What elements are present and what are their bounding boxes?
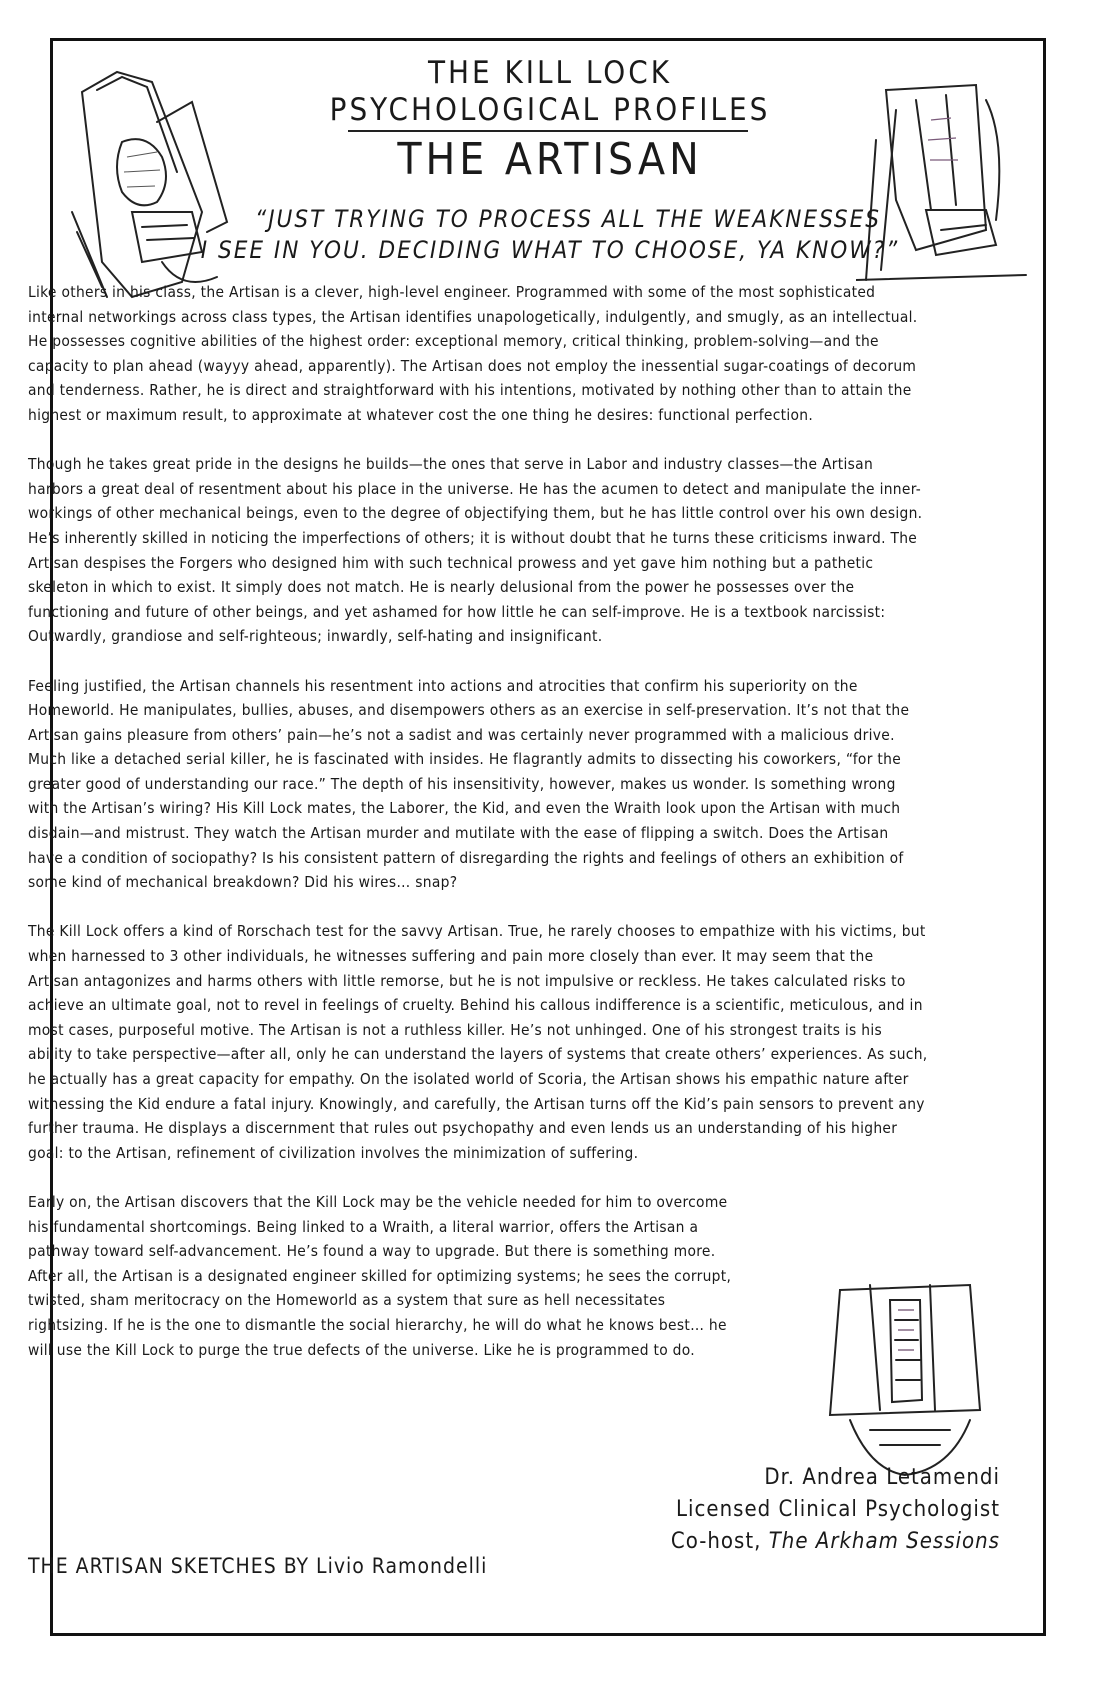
show-name: The Arkham Sessions <box>768 1529 1000 1554</box>
header-rule <box>348 130 748 132</box>
paragraph-4: The Kill Lock offers a kind of Rorschach test for the savvy Artisan. True, he rarely chooses to empathize with his victims, but when harnessed to 3 other individuals, he witnesses suffering and pain more closely than ever. It may seem that the Artisan antagonizes and harms others with little remorse, but he is not impulsive or reckless. He takes calculated risks to achieve an ultimate goal, not to revel in feelings of cruelty. Behind his callous indifference is a scientific, meticulous, and in most cases, purposeful motive. The Artisan is not a ruthless killer. He’s not unhinged. One of his strongest traits is his ability to take perspective—after all, only he can understand the layers of systems that create others’ experiences. As such, he actually has a great capacity for empathy. On the isolated world of Scoria, the Artisan shows his empathic nature after witnessing the Kid endure a fatal injury. Knowingly, and carefully, the Artisan turns off the Kid’s pain sensors to prevent any further trauma. He displays a discernment that rules out psychopathy and even lends us an understanding of his higher goal: to the Artisan, refinement of civilization involves the minimization of suffering. <box>28 922 928 1162</box>
header-line-1: THE KILL LOCK <box>427 55 673 91</box>
signature-name: Dr. Andrea Letamendi <box>764 1465 1000 1490</box>
paragraph-2: Though he takes great pride in the designs he builds—the ones that serve in Labor and industry classes—the Artisan harbors a great deal of resentment about his place in the universe. He has the acumen to detect and manipulate the inner-workings of other mechanical beings, even to the degree of objectifying them, but he has little control over his own design. He’s inherently skilled in noticing the imperfections of others; it is without doubt that he turns these criticisms inward. The Artisan despises the Forgers who designed him with such technical prowess and yet gave him nothing but a pathetic skeleton in which to exist. It simply does not match. He is nearly delusional from the power he possesses over the functioning and future of other beings, and yet ashamed for how little he can self-improve. He is a textbook narcissist: Outwardly, grandiose and self-righteous; inwardly, self-hating and insignificant. <box>28 455 923 646</box>
header-line-2: PSYCHOLOGICAL PROFILES <box>329 92 771 128</box>
page-title: THE ARTISAN <box>397 134 703 185</box>
paragraph-5: Early on, the Artisan discovers that the Kill Lock may be the vehicle needed for him to overcome his fundamental shortcomings. Being linked to a Wraith, a literal warrior, offers the Artisan a pathway toward self-advancement. He’s found a way to upgrade. But there is something more. After all, the Artisan is a designated engineer skilled for optimizing systems; he sees the corrupt, twisted, sham meritocracy on the Homeworld as a system that sure as hell necessitates rightsizing. If he is the one to dismantle the social hierarchy, he will do what he knows best… he will use the Kill Lock to purge the true defects of the universe. Like he is programmed to do. <box>28 1192 732 1359</box>
signature-cohost <box>671 1526 1000 1558</box>
sketch-credit: THE ARTISAN SKETCHES BY Livio Ramondelli <box>28 1554 488 1578</box>
profile-body <box>28 280 928 1387</box>
quote-line-2: I SEE IN YOU. DECIDING WHAT TO CHOOSE, YA KNOW?” <box>200 236 900 264</box>
paragraph-1: Like others in his class, the Artisan is a clever, high-level engineer. Programmed with some of the most sophisticated internal networkings across class types, the Artisan identifies unapologetically, indulgently, and smugly, as an intellectual. He possesses cognitive abilities of the highest order: exceptional memory, critical thinking, problem-solving—and the capacity to plan ahead (wayyy ahead, apparently). The Artisan does not employ the inessential sugar-coatings of decorum and tenderness. Rather, he is direct and straightforward with his intentions, motivated by nothing other than to attain the highest or maximum result, to approximate at whatever cost the one thing he desires: functional perfection. <box>28 283 918 424</box>
cohost-prefix: Co-host, <box>670 1529 769 1554</box>
quote-line-1: “JUST TRYING TO PROCESS ALL THE WEAKNESSES <box>255 205 881 233</box>
paragraph-3: Feeling justified, the Artisan channels his resentment into actions and atrocities that confirm his superiority on the Homeworld. He manipulates, bullies, abuses, and disempowers others as an exercise in self-preservation. It’s not that the Artisan gains pleasure from others’ pain—he’s not a sadist and was certainly never programmed with a malicious drive. Much like a detached serial killer, he is fascinated with insides. He flagrantly admits to dissecting his coworkers, “for the greater good of understanding our race.” The depth of his insensitivity, however, makes us wonder. Is something wrong with the Artisan’s wiring? His Kill Lock mates, the Laborer, the Kid, and even the Wraith look upon the Artisan with much disdain—and mistrust. They watch the Artisan murder and mutilate with the ease of flipping a switch. Does the Artisan have a condition of sociopathy? Is his consistent pattern of disregarding the rights and feelings of others an exhibition of some kind of mechanical breakdown? Did his wires… snap? <box>28 676 910 892</box>
signature-title: Licensed Clinical Psychologist <box>676 1497 1000 1522</box>
signature-block <box>671 1462 1000 1558</box>
